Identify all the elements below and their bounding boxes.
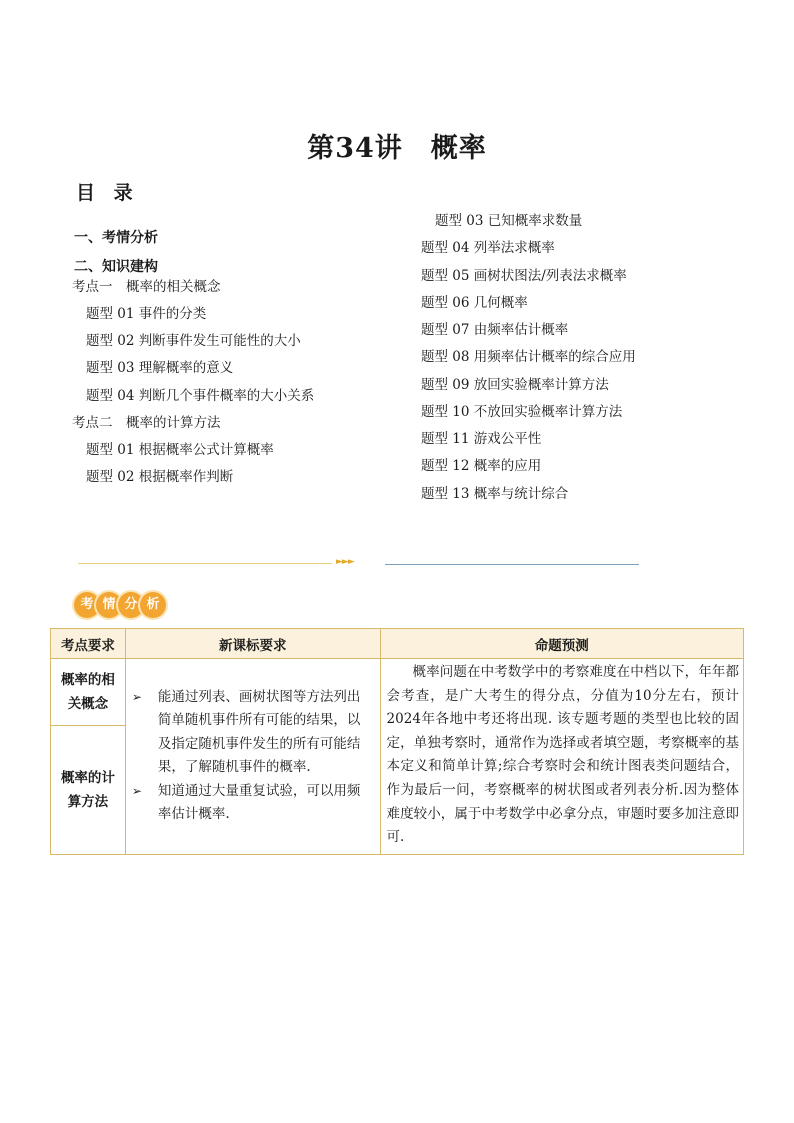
- badge-char: 析: [140, 592, 166, 618]
- forecast-text: 概率问题在中考数学中的考察难度在中档以下，年年都会考查，是广大考生的得分点，分值为10分左右，预计2024年各地中考还将出现. 该专题考题的类型也比较的固定，单独考察时，通常作为选择或者填空题，考察概率的基本定义和简单计算;综合考察时会和统计图表类问题结合，作为最后一问，考察概率的树状图或者列表分析.因为整体难度较小，属于中考数学中必拿分点，审题时要多加注意即可.: [386, 664, 739, 846]
- forecast-cell: [380, 659, 743, 855]
- toc-item-right-type-07[interactable]: 题型 07 由频率估计概率: [421, 322, 569, 338]
- requirement-item: [132, 780, 372, 827]
- badge-char: 分: [118, 592, 144, 618]
- table-row: [51, 659, 744, 726]
- column-header: 命题预测: [380, 629, 743, 659]
- divider-arrows-icon: ►►►: [336, 557, 354, 567]
- toc-item-right-type-09[interactable]: 题型 09 放回实验概率计算方法: [421, 377, 609, 393]
- toc-item-point-1[interactable]: 考点一 概率的相关概念: [72, 279, 221, 295]
- page-title: 第34讲 概率: [307, 133, 487, 164]
- section-badge: [74, 591, 170, 619]
- column-header: 考点要求: [51, 629, 126, 659]
- requirement-text: 知道通过大量重复试验，可以用频率估计概率.: [157, 782, 361, 823]
- bullet-arrow-icon: ➢: [131, 689, 142, 704]
- toc-item-right-type-10[interactable]: 题型 10 不放回实验概率计算方法: [421, 404, 623, 420]
- table-header-row: [51, 629, 744, 659]
- toc-item-left-type-05[interactable]: 题型 01 根据概率公式计算概率: [86, 442, 274, 458]
- toc-item-left-type-04[interactable]: 题型 04 判断几个事件概率的大小关系: [86, 388, 315, 404]
- toc-item-right-type-06[interactable]: 题型 06 几何概率: [421, 295, 528, 311]
- toc-heading: 目 录: [76, 182, 139, 204]
- toc-item-knowledge-structure[interactable]: 二、知识建构: [74, 259, 158, 275]
- bullet-arrow-icon: ➢: [131, 783, 142, 798]
- exam-analysis-table: [50, 628, 744, 855]
- badge-char: 考: [74, 592, 100, 618]
- toc-item-left-type-06[interactable]: 题型 02 根据概率作判断: [86, 469, 234, 485]
- column-header: 新课标要求: [125, 629, 380, 659]
- toc-item-left-type-03[interactable]: 题型 03 理解概率的意义: [86, 360, 234, 376]
- toc-item-left-type-01[interactable]: 题型 01 事件的分类: [86, 306, 207, 322]
- toc-item-right-type-12[interactable]: 题型 12 概率的应用: [421, 458, 542, 474]
- toc-item-exam-analysis[interactable]: 一、考情分析: [74, 230, 158, 246]
- divider-line-left: [78, 563, 332, 564]
- toc-item-right-type-08[interactable]: 题型 08 用频率估计概率的综合应用: [421, 349, 636, 365]
- toc-item-right-type-05[interactable]: 题型 05 画树状图法/列表法求概率: [421, 268, 627, 284]
- requirement-item: [132, 686, 372, 780]
- toc-item-right-type-13[interactable]: 题型 13 概率与统计综合: [421, 486, 569, 502]
- badge-char: 情: [96, 592, 122, 618]
- point-cell: 概率的相关概念: [51, 659, 126, 726]
- toc-item-right-type-04[interactable]: 题型 04 列举法求概率: [421, 240, 555, 256]
- toc-item-point-2[interactable]: 考点二 概率的计算方法: [72, 415, 221, 431]
- requirements-cell: [125, 659, 380, 855]
- point-cell: 概率的计算方法: [51, 725, 126, 854]
- requirement-text: 能通过列表、画树状图等方法列出简单随机事件所有可能的结果，以及指定随机事件发生的所有可能结果，了解随机事件的概率.: [157, 688, 361, 776]
- divider-line-right: [385, 564, 639, 565]
- toc-item-left-type-02[interactable]: 题型 02 判断事件发生可能性的大小: [86, 333, 301, 349]
- toc-item-right-type-03[interactable]: 题型 03 已知概率求数量: [435, 213, 583, 229]
- toc-item-right-type-11[interactable]: 题型 11 游戏公平性: [421, 431, 542, 447]
